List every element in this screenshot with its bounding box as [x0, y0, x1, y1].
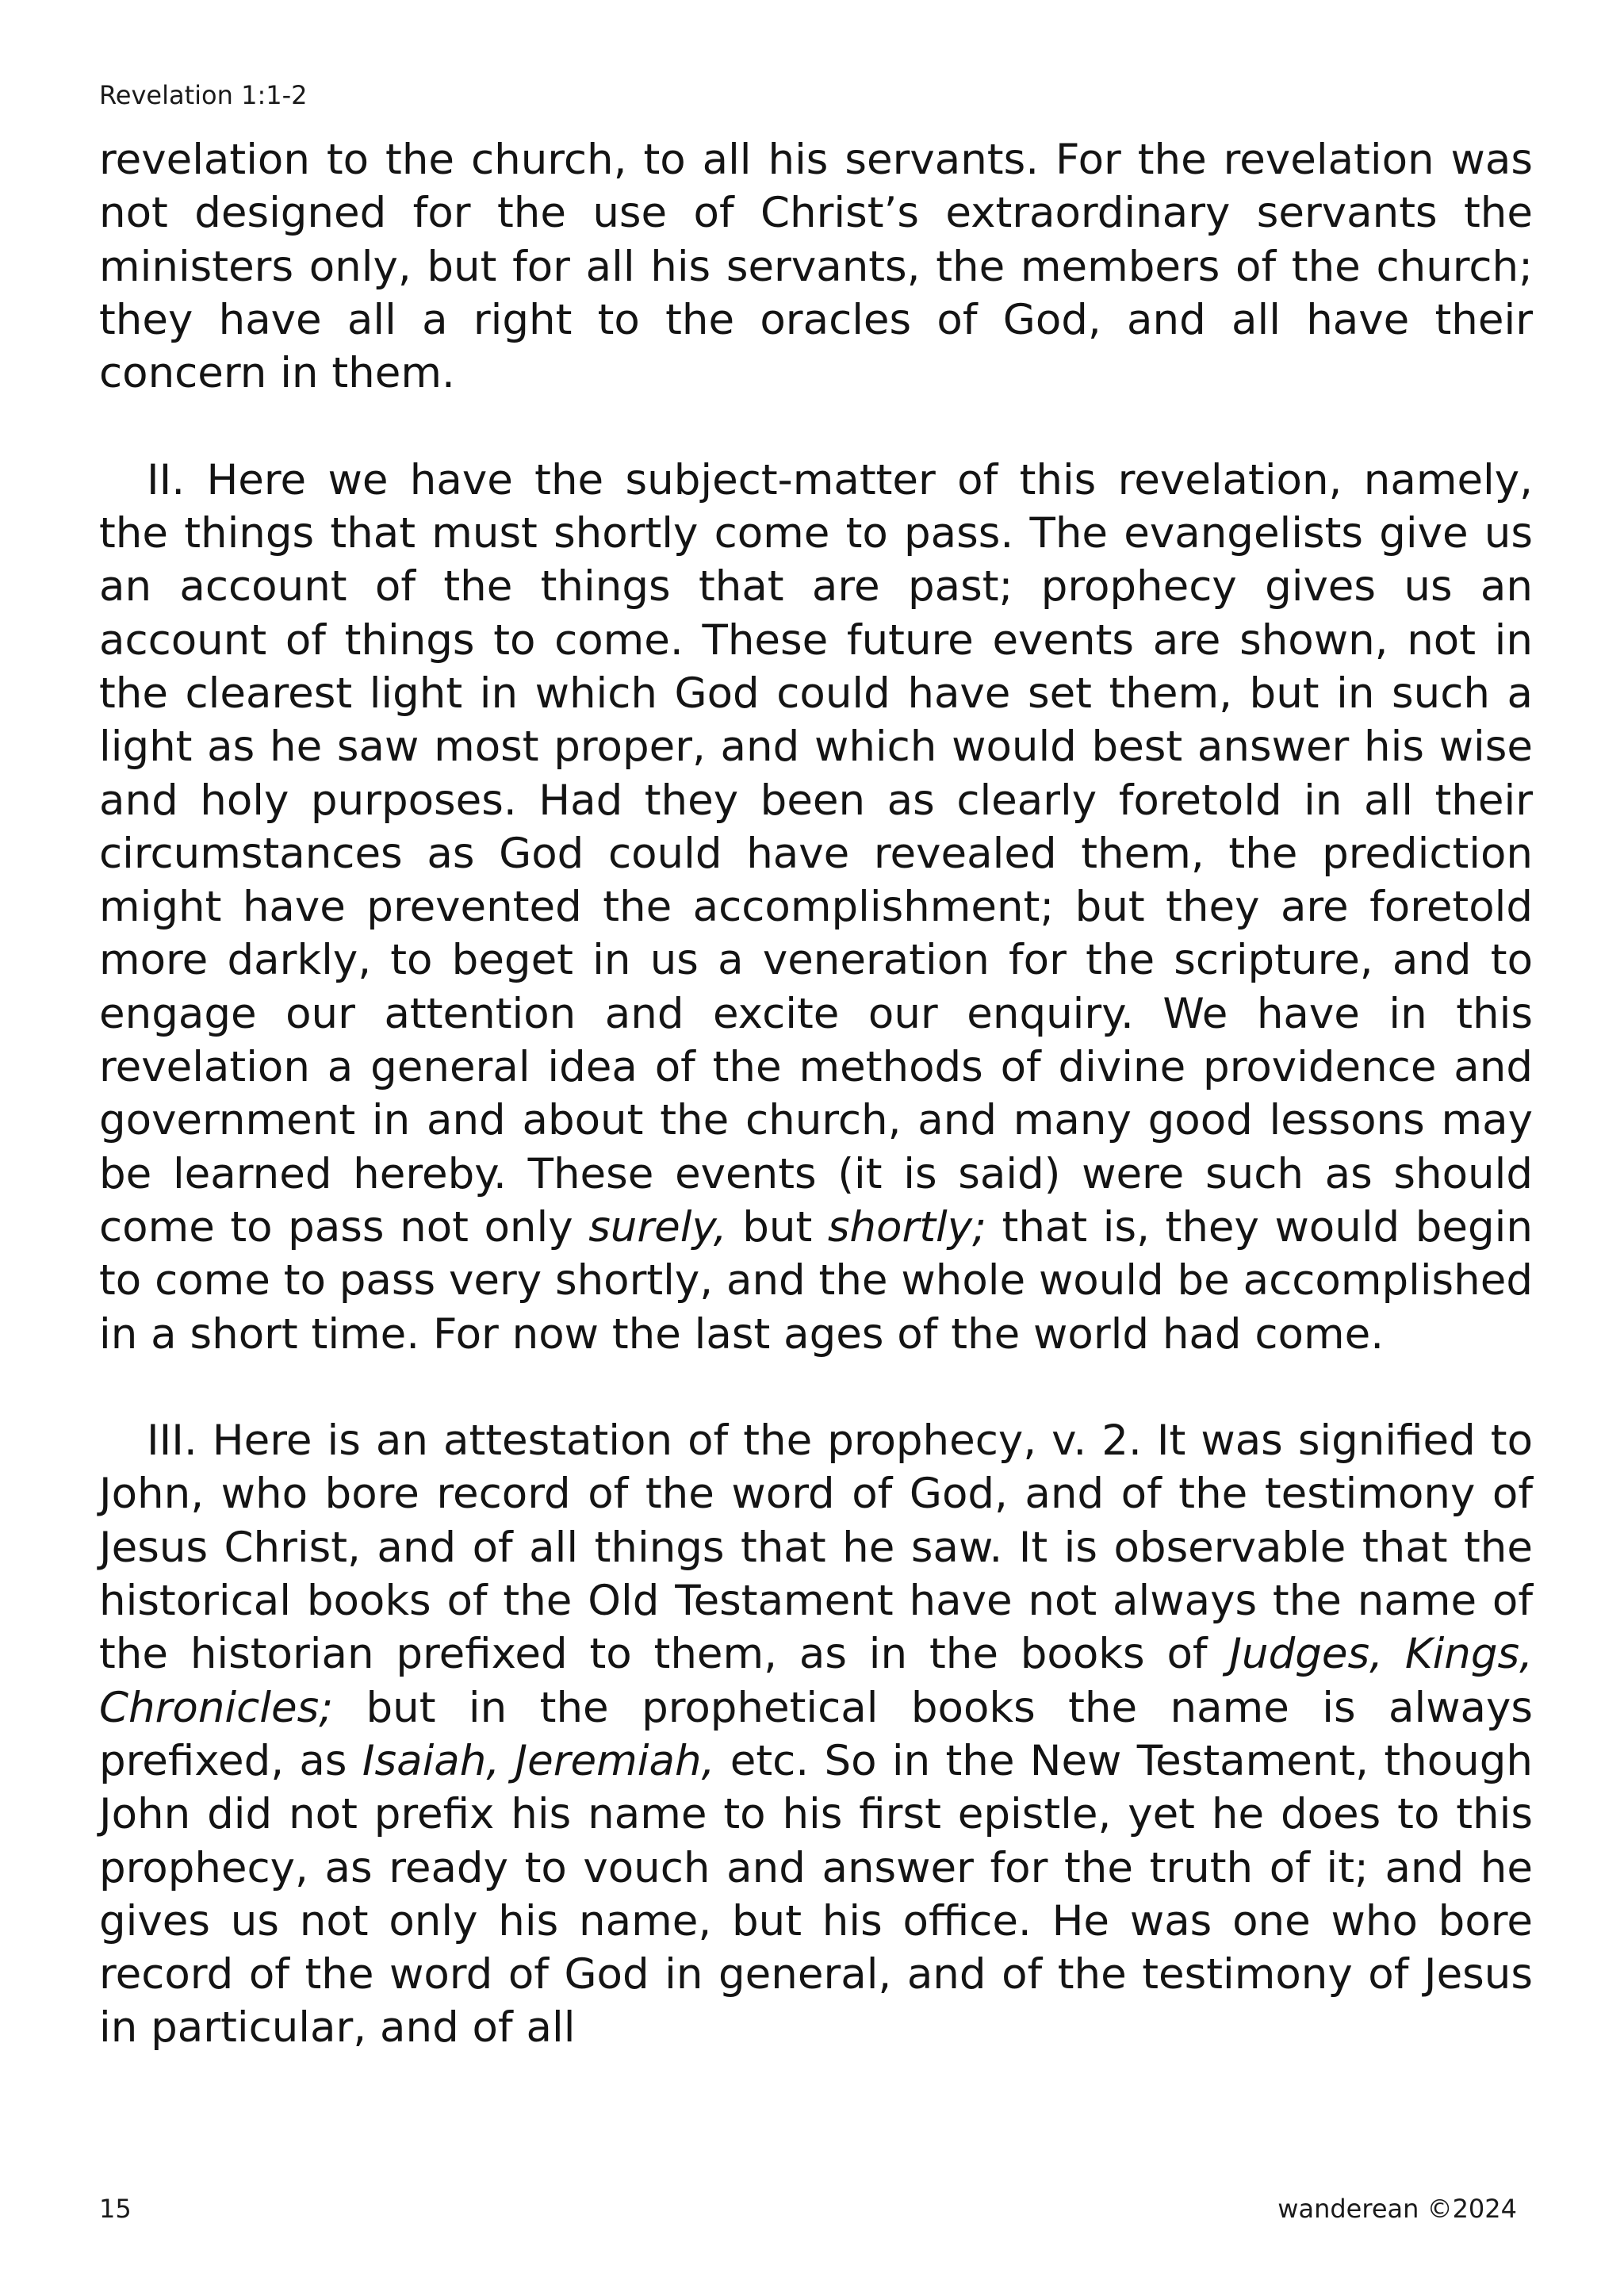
italic-text: Judges, Kings, Chronicles;	[99, 1630, 1533, 1732]
paragraph-text: revelation to the church, to all his servants. For the revelation was not designed for the use of Christ’s extraordinary servants the ministers only, but for all his servants, the members of the church; they have all a right to the oracles of God, and all have their concern in them.	[99, 136, 1533, 398]
paragraph-text: but	[726, 1202, 828, 1251]
italic-text: shortly;	[827, 1202, 986, 1251]
paragraph-3	[99, 1414, 1533, 2055]
italic-text: Isaiah, Jeremiah,	[362, 1736, 715, 1785]
running-head: Revelation 1:1-2	[99, 80, 308, 110]
paragraph-text: but in the prophetical books the name is always prefixed, as	[99, 1683, 1533, 1785]
italic-text: surely,	[588, 1202, 727, 1251]
paragraph-text: etc. So in the New Testament, though John did not prefix his name to his first epistle, yet he does to this prophecy, as ready to vouch and answer for the truth of it; and he gives us not only his name, but his office. He was one who bore record of the word of God in general, and of the testimony of Jesus in particular, and of all	[99, 1736, 1533, 2053]
copyright-notice: wanderean ©2024	[1277, 2194, 1517, 2224]
paragraph-1	[99, 133, 1533, 400]
paragraph-text: III. Here is an attestation of the prophecy, v. 2. It was signified to John, who bore record of the word of God, and of the testimony of Jesus Christ, and of all things that he saw. It is observable that the historical books of the Old Testament have not always the name of the historian prefixed to them, as in the books of	[99, 1416, 1533, 1679]
paragraph-text: II. Here we have the subject-matter of this revelation, namely, the things that must shortly come to pass. The evangelists give us an account of the things that are past; prophecy gives us an account of things to come. These future events are shown, not in the clearest light in which God could have set them, but in such a light as he saw most proper, and which would best answer his wise and holy purposes. Had they been as clearly foretold in all their circumstances as God could have revealed them, the prediction might have prevented the accomplishment; but they are foretold more darkly, to beget in us a veneration for the scripture, and to engage our attention and excite our enquiry. We have in this revelation a general idea of the methods of divine providence and government in and about the church, and many good lessons may be learned hereby. These events (it is said) were such as should come to pass not only	[99, 455, 1533, 1251]
paragraph-2	[99, 454, 1533, 1361]
paragraph-text: that is, they would begin to come to pass very shortly, and the whole would be accomplished in a short time. For now the last ages of the world had come.	[99, 1202, 1533, 1359]
page-body	[99, 133, 1533, 2055]
page-number: 15	[99, 2194, 132, 2224]
